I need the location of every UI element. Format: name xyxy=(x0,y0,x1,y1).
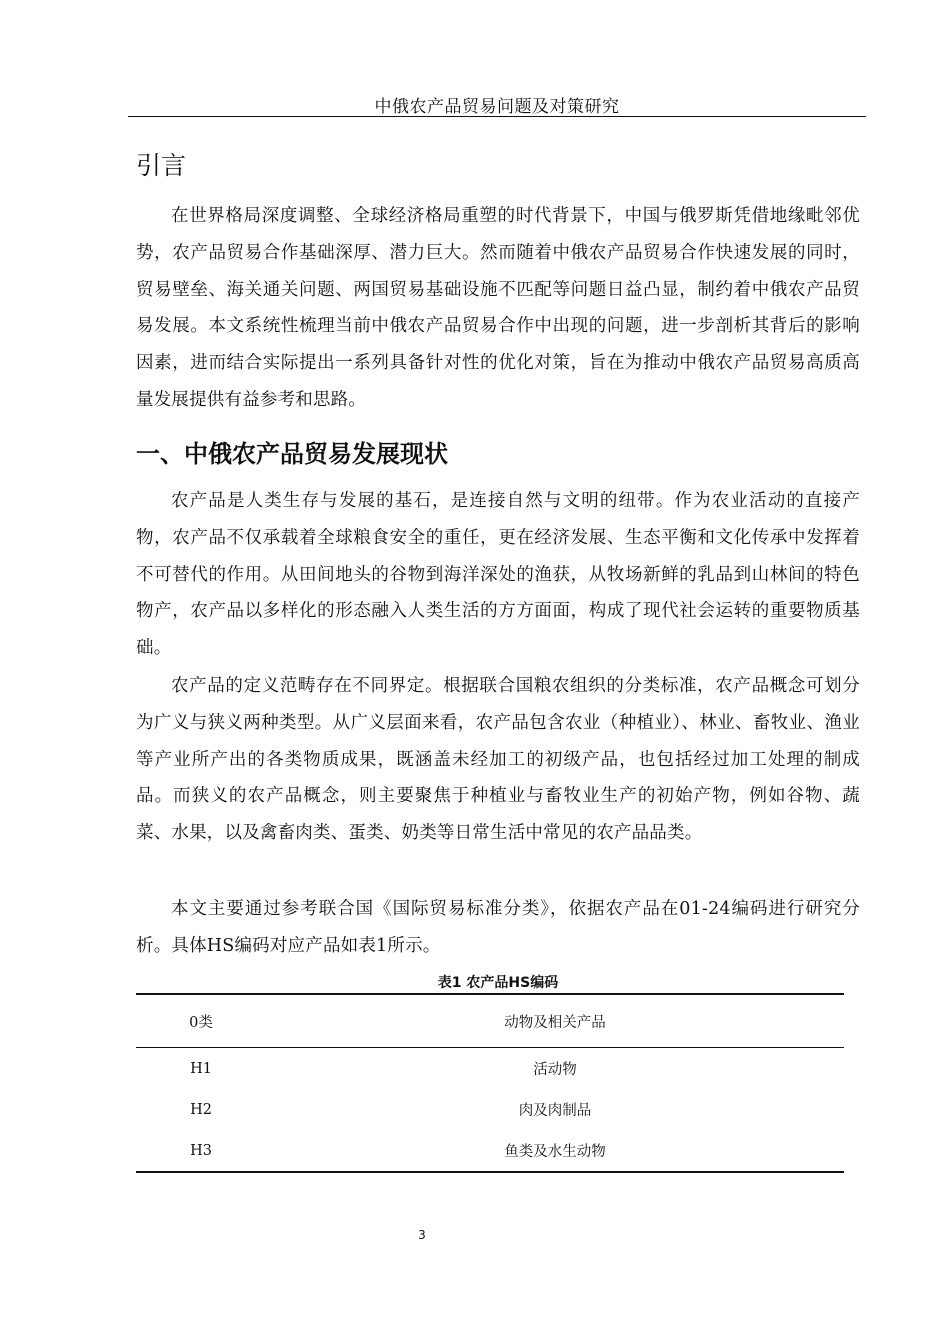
section1-paragraph-2: 农产品的定义范畴存在不同界定。根据联合国粮农组织的分类标准，农产品概念可划分为广义与狭义两种类型。从广义层面来看，农产品包含农业（种植业）、林业、畜牧业、渔业等产业所产出的各类物质成果，既涵盖未经加工的初级产品，也包括经过加工处理的制成品。而狭义的农产品概念，则主要聚焦于种植业与畜牧业生产的初始产物，例如谷物、蔬菜、水果，以及禽畜肉类、蛋类、奶类等日常生活中常见的农产品品类。 xyxy=(136,676,860,844)
intro-heading: 引言 xyxy=(136,151,187,180)
table-header-description: 动物及相关产品 xyxy=(504,1014,606,1031)
table-row xyxy=(136,1089,844,1130)
intro-paragraph: 在世界格局深度调整、全球经济格局重塑的时代背景下，中国与俄罗斯凭借地缘毗邻优势，农产品贸易合作基础深厚、潜力巨大。然而随着中俄农产品贸易合作快速发展的同时，贸易壁垒、海关通关问题、两国贸易基础设施不匹配等问题日益凸显，制约着中俄农产品贸易发展。本文系统性梳理当前中俄农产品贸易合作中出现的问题，进一步剖析其背后的影响因素，进而结合实际提出一系列具备针对性的优化对策，旨在为推动中俄农产品贸易高质高量发展提供有益参考和思路。 xyxy=(136,206,860,410)
table-row xyxy=(136,1130,844,1172)
table-caption: 表1 农产品HS编码 xyxy=(437,975,559,991)
page-number: 3 xyxy=(418,1228,426,1242)
running-header-title: 中俄农产品贸易问题及对策研究 xyxy=(374,97,620,117)
section1-paragraph-3: 本文主要通过参考联合国《国际贸易标准分类》，依据农产品在01-24编码进行研究分析。具体HS编码对应产品如表1所示。 xyxy=(136,899,860,956)
section1-paragraph-1: 农产品是人类生存与发展的基石，是连接自然与文明的纽带。作为农业活动的直接产物，农产品不仅承载着全球粮食安全的重任，更在经济发展、生态平衡和文化传承中发挥着不可替代的作用。从田间地头的谷物到海洋深处的渔获，从牧场新鲜的乳品到山林间的特色物产，农产品以多样化的形态融入人类生活的方方面面，构成了现代社会运转的重要物质基础。 xyxy=(136,491,860,659)
table-cell-code: H3 xyxy=(190,1142,212,1159)
table-header-category: 0类 xyxy=(189,1014,213,1031)
table-cell-code: H1 xyxy=(190,1060,212,1077)
hs-code-table xyxy=(136,993,844,1173)
header-divider xyxy=(128,116,866,117)
section1-heading: 一、中俄农产品贸易发展现状 xyxy=(136,440,448,468)
table-cell-code: H2 xyxy=(190,1101,212,1118)
table-cell-product: 鱼类及水生动物 xyxy=(504,1144,606,1160)
table-cell-product: 活动物 xyxy=(533,1062,577,1078)
table-cell-product: 肉及肉制品 xyxy=(518,1103,592,1119)
table-header-row xyxy=(136,994,844,1048)
table-row xyxy=(136,1048,844,1090)
